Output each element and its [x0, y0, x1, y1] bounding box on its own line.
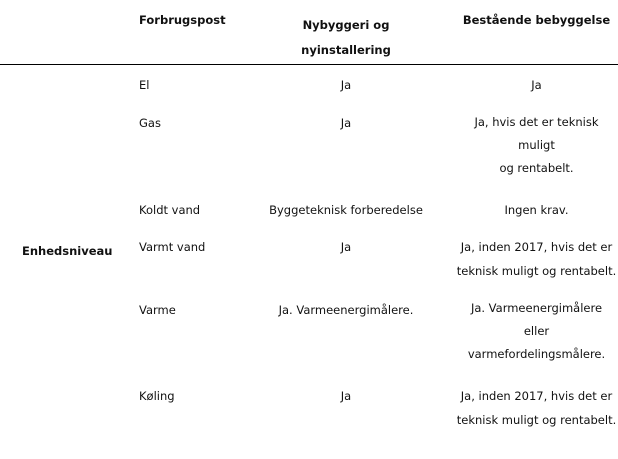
- row-el-existing: Ja: [531, 78, 542, 92]
- row-varmt-vand-existing: [455, 235, 618, 283]
- row-varme-existing-line3: varmefordelingsmålere.: [467, 347, 606, 361]
- row-koeling-post: Køling: [139, 389, 175, 403]
- header-nybyggeri-line2: nyinstallering: [301, 43, 391, 57]
- row-varmt-vand-post: Varmt vand: [139, 240, 206, 254]
- row-koldt-vand-existing: Ingen krav.: [504, 203, 569, 217]
- row-koeling-existing-line1: Ja, inden 2017, hvis det er: [460, 389, 613, 403]
- row-gas-existing-line1: Ja, hvis det er teknisk: [474, 115, 599, 129]
- row-el-new: Ja: [340, 78, 352, 92]
- row-koldt-vand-post: Koldt vand: [139, 203, 201, 217]
- row-koeling-new: Ja: [340, 389, 352, 403]
- row-gas-existing: [455, 111, 618, 180]
- row-koeling-existing: [455, 384, 618, 432]
- row-gas-existing-line3: og rentabelt.: [499, 161, 574, 175]
- row-varme-existing: [455, 297, 618, 366]
- row-varme-new: Ja. Varmeenergimålere.: [278, 303, 414, 317]
- row-varmt-vand-new: Ja: [340, 240, 352, 254]
- row-el-post: El: [139, 78, 150, 92]
- row-group-label: Enhedsniveau: [22, 244, 113, 258]
- row-varmt-vand-existing-line1: Ja, inden 2017, hvis det er: [460, 240, 613, 254]
- header-nybyggeri-line1: Nybyggeri og: [302, 18, 390, 32]
- row-koldt-vand-new: Byggeteknisk forberedelse: [269, 203, 423, 217]
- header-forbrugspost: Forbrugspost: [139, 13, 226, 27]
- header-nybyggeri: [266, 13, 426, 63]
- row-varmt-vand-existing-line2: teknisk muligt og rentabelt.: [456, 264, 617, 278]
- row-gas-new: Ja: [340, 116, 352, 130]
- header-bestaaende: Bestående bebyggelse: [462, 13, 611, 27]
- row-varme-existing-line1: Ja. Varmeenergimålere: [470, 301, 603, 315]
- row-varme-existing-line2: eller: [523, 324, 550, 338]
- header-divider: [0, 64, 618, 65]
- row-gas-post: Gas: [139, 116, 161, 130]
- row-koeling-existing-line2: teknisk muligt og rentabelt.: [456, 413, 617, 427]
- row-varme-post: Varme: [139, 303, 176, 317]
- row-gas-existing-line2: muligt: [518, 138, 555, 152]
